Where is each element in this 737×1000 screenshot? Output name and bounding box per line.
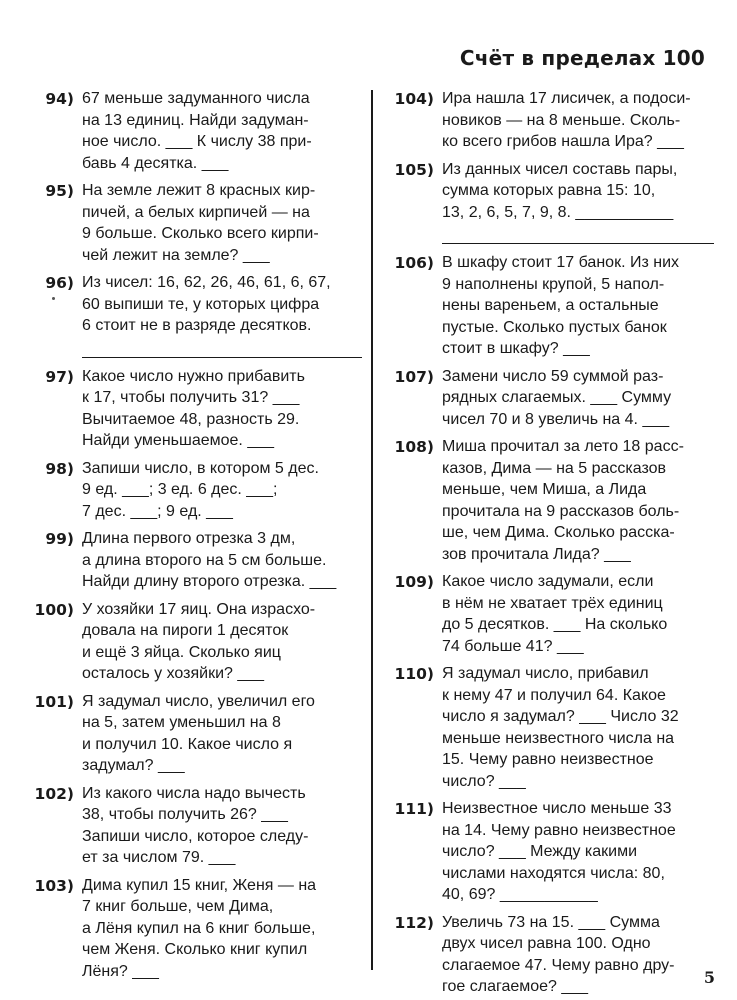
page-title: Счёт в пределах 100 — [459, 46, 705, 70]
problem-line: число я задумал? ___ Число 32 — [442, 708, 679, 725]
problem-line: в нём не хватает трёх единиц — [442, 594, 663, 612]
problem-number: 110) — [394, 665, 434, 683]
problem-text — [442, 366, 714, 431]
problem-line: Увеличь 73 на 15. ___ Сумма — [442, 913, 660, 931]
problem-line: пичей, а белых кирпичей — на — [82, 203, 310, 221]
problem-text — [442, 252, 714, 360]
problem-line: числами находятся числа: 80, — [442, 864, 665, 882]
problem-line: 9 наполнены крупой, 5 напол- — [442, 275, 665, 293]
problem-text — [82, 599, 362, 685]
problem-line: Из какого числа надо вычесть — [82, 784, 306, 802]
page-number: 5 — [703, 968, 715, 987]
problem-text — [82, 366, 362, 452]
problem-number: 106) — [394, 254, 434, 272]
problem-line: В шкафу стоит 17 банок. Из них — [442, 254, 680, 271]
problem-line: на 14. Чему равно неизвестное — [442, 821, 676, 839]
problem-line: Замени число 59 суммой раз- — [442, 367, 664, 385]
problem-line: слагаемое 47. Чему равно дру- — [442, 956, 675, 974]
problem-112 — [384, 912, 714, 998]
left-column — [26, 86, 362, 982]
problem-line: 67 меньше задуманного числа — [82, 90, 310, 107]
problem-number: 94) — [45, 90, 74, 108]
problem-text — [442, 571, 714, 657]
problem-line: осталось у хозяйки? ___ — [82, 665, 265, 682]
problem-line: нены вареньем, а остальные — [442, 297, 659, 314]
problem-line: ет за числом 79. ___ — [82, 849, 236, 866]
problem-104 — [384, 88, 714, 153]
problem-line: Найди уменьшаемое. ___ — [82, 432, 275, 449]
problem-number: 108) — [394, 438, 434, 456]
problem-line: Ира нашла 17 лисичек, а подоси- — [442, 90, 691, 107]
problem-line: на 5, затем уменьшил на 8 — [82, 714, 281, 731]
problem-number: 104) — [394, 90, 434, 108]
problem-line: 60 выпиши те, у которых цифра — [82, 295, 320, 313]
problem-line: зов прочитала Лида? ___ — [442, 545, 631, 563]
problem-number: 105) — [394, 160, 434, 179]
problem-number: 112) — [394, 913, 434, 932]
problem-line: Из чисел: 16, 62, 26, 46, 61, 6, 67, — [82, 274, 331, 291]
problem-line: и ещё 3 яйца. Сколько яиц — [82, 643, 281, 661]
problem-103 — [26, 875, 362, 983]
problem-line: Неизвестное число меньше 33 — [442, 800, 672, 817]
problem-number: 109) — [394, 573, 434, 591]
problem-line: прочитала на 9 рассказов боль- — [442, 502, 680, 520]
problem-110 — [384, 663, 714, 792]
problem-line: 9 больше. Сколько всего кирпи- — [82, 225, 319, 242]
problem-line: чем Женя. Сколько книг купил — [82, 941, 308, 958]
problem-line: бавь 4 десятка. ___ — [82, 154, 229, 172]
problem-text — [82, 528, 362, 593]
problem-98 — [26, 458, 362, 523]
problem-line: ко всего грибов нашла Ира? ___ — [442, 133, 684, 150]
problem-line: Какое число нужно прибавить — [82, 367, 305, 385]
problem-line: чисел 70 и 8 увеличь на 4. ___ — [442, 410, 670, 428]
problem-line: до 5 десятков. ___ На сколько — [442, 616, 668, 633]
problem-text — [442, 88, 714, 153]
print-speck — [52, 297, 55, 300]
problem-line: двух чисел равна 100. Одно — [442, 935, 651, 952]
problem-text — [442, 159, 714, 245]
problem-number: 98) — [45, 459, 74, 478]
problem-95 — [26, 180, 362, 266]
problem-line: Я задумал число, увеличил его — [82, 692, 315, 710]
problem-96 — [26, 272, 362, 358]
problem-line: Найди длину второго отрезка. ___ — [82, 573, 337, 590]
problem-text — [82, 88, 362, 174]
problem-line: Какое число задумали, если — [442, 573, 654, 590]
problem-line: Миша прочитал за лето 18 расс- — [442, 438, 684, 455]
problem-line: Длина первого отрезка 3 дм, — [82, 530, 296, 547]
problem-line: число? ___ Между какими — [442, 843, 638, 860]
problem-text — [82, 180, 362, 266]
answer-line[interactable] — [82, 335, 362, 358]
problem-102 — [26, 783, 362, 869]
problem-line: 7 книг больше, чем Дима, — [82, 898, 274, 915]
problem-text — [442, 436, 714, 565]
problem-line: Дима купил 15 книг, Женя — на — [82, 876, 317, 894]
problem-line: ное число. ___ К числу 38 при- — [82, 133, 312, 150]
problem-107 — [384, 366, 714, 431]
problem-line: на 13 единиц. Найди задуман- — [82, 111, 309, 129]
problem-text — [82, 272, 362, 358]
problem-line: 7 дес. ___; 9 ед. ___ — [82, 502, 233, 520]
problem-99 — [26, 528, 362, 593]
problem-108 — [384, 436, 714, 565]
problem-94 — [26, 88, 362, 174]
problem-line: На земле лежит 8 красных кир- — [82, 182, 316, 199]
problem-text — [82, 691, 362, 777]
problem-number: 102) — [34, 784, 74, 803]
problem-line: число? ___ — [442, 772, 526, 790]
problem-text — [82, 875, 362, 983]
problem-line: 40, 69? ___________ — [442, 886, 598, 903]
problem-line: к 17, чтобы получить 31? ___ — [82, 389, 300, 406]
problem-number: 95) — [45, 182, 74, 200]
problem-105 — [384, 159, 714, 245]
problem-line: ше, чем Дима. Сколько расска- — [442, 524, 675, 541]
problem-106 — [384, 252, 714, 360]
problem-number: 111) — [394, 800, 434, 818]
problem-line: чей лежит на земле? ___ — [82, 246, 270, 264]
problem-text — [82, 458, 362, 523]
right-column — [384, 86, 714, 998]
problem-line: Я задумал число, прибавил — [442, 665, 649, 682]
problem-line: Запиши число, в котором 5 дес. — [82, 459, 319, 477]
problem-number: 100) — [34, 600, 74, 619]
problem-number: 96) — [45, 274, 74, 292]
problem-line: У хозяйки 17 яиц. Она израсхо- — [82, 600, 316, 618]
problem-number: 101) — [34, 692, 74, 711]
problem-line: и получил 10. Какое число я — [82, 735, 293, 753]
problem-line: казов, Дима — на 5 рассказов — [442, 459, 667, 477]
problem-text — [442, 912, 714, 998]
problem-111 — [384, 798, 714, 906]
problem-line: 6 стоит не в разряде десятков. — [82, 317, 312, 334]
problem-line: стоит в шкафу? ___ — [442, 340, 590, 357]
problem-100 — [26, 599, 362, 685]
problem-line: 13, 2, 6, 5, 7, 9, 8. ___________ — [442, 203, 674, 221]
problem-line: довала на пироги 1 десяток — [82, 622, 289, 639]
problem-line: меньше, чем Миша, а Лида — [442, 481, 647, 498]
problem-line: 38, чтобы получить 26? ___ — [82, 806, 288, 823]
problem-line: меньше неизвестного числа на — [442, 729, 675, 747]
problem-line: задумал? ___ — [82, 757, 185, 774]
problem-line: 9 ед. ___; 3 ед. 6 дес. ___; — [82, 481, 278, 498]
problem-number: 103) — [34, 876, 74, 895]
problem-line: 74 больше 41? ___ — [442, 637, 584, 655]
problem-line: рядных слагаемых. ___ Сумму — [442, 389, 672, 406]
problem-text — [442, 798, 714, 906]
problem-line: 15. Чему равно неизвестное — [442, 751, 654, 768]
problem-line: гое слагаемое? ___ — [442, 978, 589, 995]
problem-line: к нему 47 и получил 64. Какое — [442, 686, 666, 704]
problem-line: а Лёня купил на 6 книг больше, — [82, 919, 316, 937]
problem-line: Запиши число, которое следу- — [82, 827, 309, 845]
problem-line: новиков — на 8 меньше. Сколь- — [442, 111, 681, 129]
problem-line: сумма которых равна 15: 10, — [442, 182, 656, 199]
answer-line[interactable] — [442, 221, 714, 244]
problem-line: а длина второго на 5 см больше. — [82, 551, 327, 569]
problem-line: пустые. Сколько пустых банок — [442, 318, 667, 336]
problem-101 — [26, 691, 362, 777]
problem-text — [82, 783, 362, 869]
problem-number: 97) — [45, 367, 74, 386]
column-divider — [371, 90, 373, 970]
problem-number: 99) — [45, 530, 74, 548]
problem-line: Лёня? ___ — [82, 962, 159, 980]
problem-text — [442, 663, 714, 792]
problem-number: 107) — [394, 367, 434, 386]
problem-line: Вычитаемое 48, разность 29. — [82, 410, 300, 428]
problem-97 — [26, 366, 362, 452]
problem-line: Из данных чисел составь пары, — [442, 160, 678, 178]
problem-109 — [384, 571, 714, 657]
